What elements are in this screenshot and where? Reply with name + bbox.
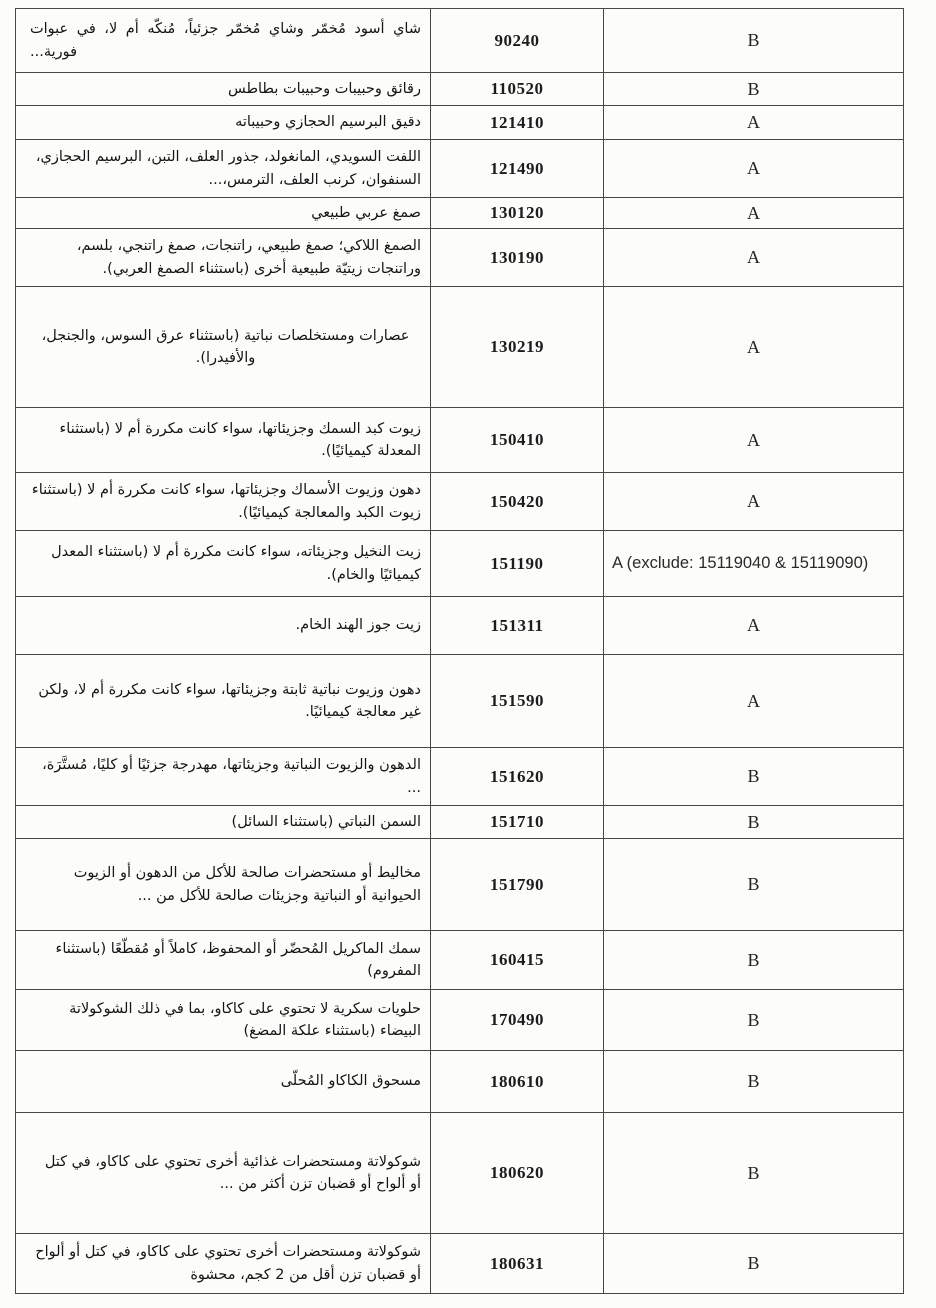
hs-code-cell: 90240: [431, 9, 604, 73]
category-cell: B: [604, 931, 904, 990]
table-row: [16, 531, 904, 597]
category-cell: A: [604, 597, 904, 655]
description-cell: الدهون والزيوت النباتية وجزيئاتها، مهدرجة جزئيًا أو كليًا، مُستَّرَة، ...: [16, 748, 431, 806]
hs-code-cell: 151190: [431, 531, 604, 597]
category-cell: A: [604, 408, 904, 473]
description-cell: السمن النباتي (باستثناء السائل): [16, 806, 431, 839]
category-cell: B: [604, 1234, 904, 1294]
hs-code-cell: 151620: [431, 748, 604, 806]
description-cell: دهون وزيوت نباتية ثابتة وجزيئاتها، سواء كانت مكررة أم لا، ولكن غير معالجة كيميائيًا.: [16, 655, 431, 748]
category-cell: B: [604, 73, 904, 106]
description-cell: شوكولاتة ومستحضرات غذائية أخرى تحتوي على كاكاو، في كتل أو ألواح أو قضبان تزن أكثر من ...: [16, 1113, 431, 1234]
description-cell: حلويات سكرية لا تحتوي على كاكاو، بما في ذلك الشوكولاتة البيضاء (باستثناء علكة المضغ): [16, 990, 431, 1051]
category-cell: A: [604, 140, 904, 198]
hs-code-table: [15, 8, 904, 1294]
category-cell: A: [604, 106, 904, 140]
category-cell: B: [604, 1113, 904, 1234]
description-cell: مخاليط أو مستحضرات صالحة للأكل من الدهون أو الزيوت الحيوانية أو النباتية وجزيئات صالحة للأكل من ...: [16, 839, 431, 931]
hs-code-cell: 160415: [431, 931, 604, 990]
hs-code-cell: 110520: [431, 73, 604, 106]
category-cell: B: [604, 990, 904, 1051]
hs-code-cell: 151710: [431, 806, 604, 839]
table-row: [16, 73, 904, 106]
category-cell: A: [604, 655, 904, 748]
table-row: [16, 198, 904, 229]
hs-code-cell: 180620: [431, 1113, 604, 1234]
description-cell: زيت النخيل وجزيئاته، سواء كانت مكررة أم لا (باستثناء المعدل كيميائيًا والخام).: [16, 531, 431, 597]
category-cell: B: [604, 1051, 904, 1113]
description-cell: دهون وزيوت الأسماك وجزيئاتها، سواء كانت مكررة أم لا (باستثناء زيوت الكبد والمعالجة كيميائيًا).: [16, 473, 431, 531]
table-row: [16, 839, 904, 931]
category-cell: A: [604, 229, 904, 287]
hs-code-cell: 121490: [431, 140, 604, 198]
table-row: [16, 140, 904, 198]
hs-code-cell: 151790: [431, 839, 604, 931]
table-row: [16, 9, 904, 73]
category-cell: A (exclude: 15119040 & 15119090): [604, 531, 904, 597]
category-cell: B: [604, 806, 904, 839]
category-cell: A: [604, 287, 904, 408]
table-row: [16, 473, 904, 531]
table-row: [16, 931, 904, 990]
table-row: [16, 597, 904, 655]
hs-code-cell: 180631: [431, 1234, 604, 1294]
hs-code-cell: 130190: [431, 229, 604, 287]
table-row: [16, 408, 904, 473]
table-row: [16, 748, 904, 806]
description-cell: سمك الماكريل المُحضّر أو المحفوظ، كاملاً أو مُقطّعًا (باستثناء المفروم): [16, 931, 431, 990]
description-cell: زيت جوز الهند الخام.: [16, 597, 431, 655]
hs-code-cell: 150420: [431, 473, 604, 531]
table-row: [16, 990, 904, 1051]
hs-code-cell: 151311: [431, 597, 604, 655]
description-cell: اللفت السويدي، المانغولد، جذور العلف، التبن، البرسيم الحجازي، السنفوان، كرنب العلف، الترمس،...: [16, 140, 431, 198]
description-cell: الصمغ اللاكي؛ صمغ طبيعي، راتنجات، صمغ راتنجي، بلسم، وراتنجات زيتيّة طبيعية أخرى (باستثناء الصمغ العربي).: [16, 229, 431, 287]
table-row: [16, 287, 904, 408]
hs-code-cell: 150410: [431, 408, 604, 473]
table-row: [16, 1113, 904, 1234]
description-cell: صمغ عربي طبيعي: [16, 198, 431, 229]
category-cell: B: [604, 9, 904, 73]
description-cell: رقائق وحبيبات وحبيبات بطاطس: [16, 73, 431, 106]
table-row: [16, 806, 904, 839]
table-row: [16, 1234, 904, 1294]
hs-code-cell: 170490: [431, 990, 604, 1051]
hs-code-cell: 130219: [431, 287, 604, 408]
description-cell: عصارات ومستخلصات نباتية (باستثناء عرق السوس، والجنجل، والأفيدرا).: [16, 287, 431, 408]
description-cell: زيوت كبد السمك وجزيئاتها، سواء كانت مكررة أم لا (باستثناء المعدلة كيميائيًا).: [16, 408, 431, 473]
description-cell: شوكولاتة ومستحضرات أخرى تحتوي على كاكاو، في كتل أو ألواح أو قضبان تزن أقل من 2 كجم، محشوة: [16, 1234, 431, 1294]
category-cell: B: [604, 839, 904, 931]
hs-code-cell: 180610: [431, 1051, 604, 1113]
category-cell: B: [604, 748, 904, 806]
hs-table-body: [16, 9, 904, 1294]
table-row: [16, 229, 904, 287]
hs-code-cell: 151590: [431, 655, 604, 748]
table-row: [16, 1051, 904, 1113]
hs-code-cell: 121410: [431, 106, 604, 140]
hs-code-cell: 130120: [431, 198, 604, 229]
description-cell: دقيق البرسيم الحجازي وحبيباته: [16, 106, 431, 140]
table-row: [16, 106, 904, 140]
description-cell: شاي أسود مُخمّر وشاي مُخمّر جزئياً، مُنكّه أم لا، في عبوات فورية...: [16, 9, 431, 73]
table-row: [16, 655, 904, 748]
category-cell: A: [604, 473, 904, 531]
category-cell: A: [604, 198, 904, 229]
description-cell: مسحوق الكاكاو المُحلّى: [16, 1051, 431, 1113]
